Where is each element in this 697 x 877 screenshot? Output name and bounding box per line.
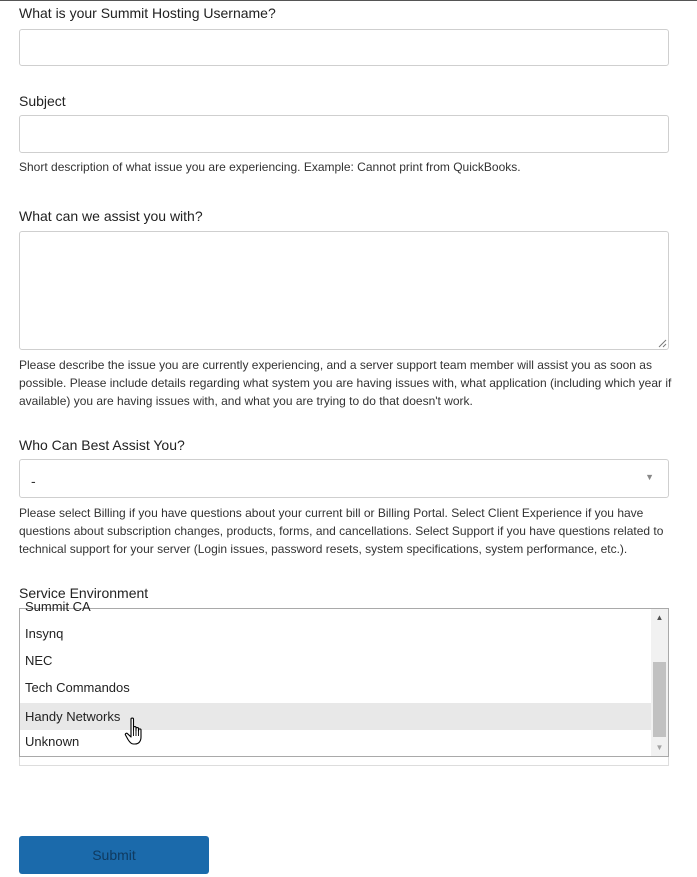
assist-label: What can we assist you with? xyxy=(19,208,203,224)
option-tech-commandos[interactable]: Tech Commandos xyxy=(25,680,130,695)
resize-grip-icon[interactable] xyxy=(658,339,667,348)
subject-help-text: Short description of what issue you are experiencing. Example: Cannot print from QuickBooks. xyxy=(19,160,521,174)
scroll-down-arrow-icon[interactable]: ▼ xyxy=(655,743,664,752)
subject-label: Subject xyxy=(19,93,66,109)
listbox-scrollbar[interactable] xyxy=(651,609,668,756)
username-input[interactable] xyxy=(19,29,669,66)
environment-label: Service Environment xyxy=(19,585,149,601)
hand-pointer-icon xyxy=(124,717,146,747)
option-summit-ca[interactable]: Summit CA xyxy=(25,599,91,614)
environment-listbox[interactable] xyxy=(19,599,669,757)
assist-help-text: Please describe the issue you are currently experiencing, and a server support team member will assist you as soon as possible. Please include details regarding what system you are having issues with, what application (including which year if available) you are having issues with, and what you are trying to do that doesn't work. xyxy=(19,358,672,408)
who-label: Who Can Best Assist You? xyxy=(19,437,185,453)
subject-input[interactable] xyxy=(19,115,669,153)
who-select[interactable] xyxy=(19,459,669,498)
assist-textarea[interactable] xyxy=(19,231,669,350)
username-label: What is your Summit Hosting Username? xyxy=(19,5,276,21)
option-nec[interactable]: NEC xyxy=(25,653,53,668)
submit-button[interactable]: Submit xyxy=(19,836,209,874)
option-unknown[interactable]: Unknown xyxy=(25,734,80,749)
scroll-up-arrow-icon[interactable]: ▲ xyxy=(655,613,664,622)
who-select-value: - xyxy=(31,473,36,489)
option-insynq[interactable]: Insynq xyxy=(25,626,64,641)
scrollbar-thumb[interactable] xyxy=(653,662,666,737)
who-help-text: Please select Billing if you have questions about your current bill or Billing Portal. Select Client Experience if you have questions about subscription changes, products, forms, and cancellations. Select Support if you have questions related to technical support for your server (Login issues, password resets, system specifications, system performance, etc.). xyxy=(19,506,664,556)
caret-down-icon: ▼ xyxy=(645,472,654,482)
option-handy-networks[interactable]: Handy Networks xyxy=(20,703,652,730)
